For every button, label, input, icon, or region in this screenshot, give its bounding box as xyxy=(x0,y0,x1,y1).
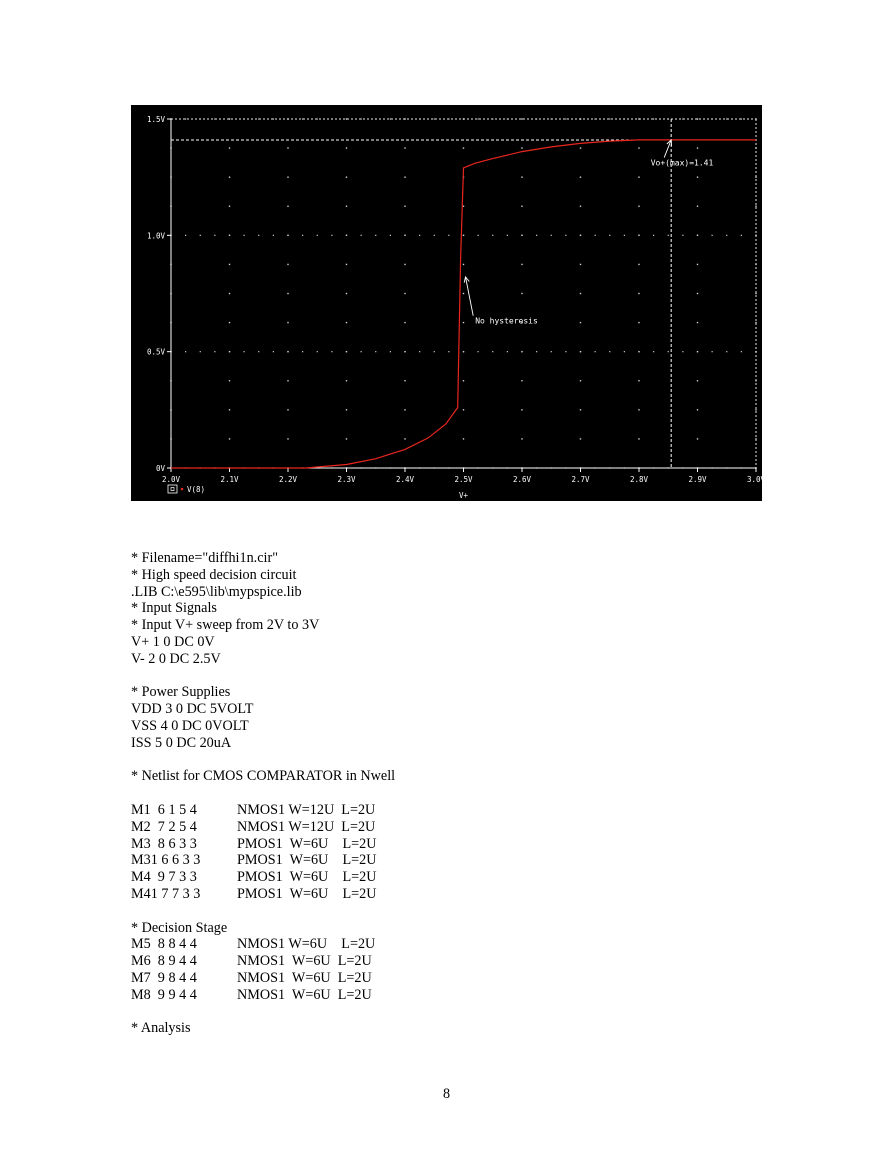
grid-dot xyxy=(346,176,347,177)
legend-series-dot xyxy=(181,488,184,491)
grid-dot xyxy=(536,351,537,352)
grid-dot xyxy=(185,118,186,119)
grid-dot xyxy=(638,235,639,236)
x-tick-label: 2.3V xyxy=(337,475,356,484)
grid-dot xyxy=(638,147,639,148)
device-model: NMOS1 W=12U L=2U xyxy=(237,818,376,835)
grid-dot xyxy=(492,351,493,352)
grid-dot xyxy=(229,147,230,148)
grid-dot xyxy=(580,322,581,323)
grid-dot xyxy=(258,351,259,352)
grid-dot xyxy=(361,235,362,236)
grid-dot xyxy=(653,235,654,236)
grid-dot xyxy=(200,235,201,236)
grid-dot xyxy=(580,438,581,439)
tick-labels xyxy=(147,115,766,500)
grid-dot xyxy=(595,235,596,236)
device-model: NMOS1 W=12U L=2U xyxy=(237,801,376,818)
header-line: * Filename="diffhi1n.cir" xyxy=(131,550,278,566)
grid-dot xyxy=(448,351,449,352)
device-list xyxy=(131,802,731,903)
grid-dot xyxy=(712,235,713,236)
grid-dot xyxy=(346,118,347,119)
grid-dot xyxy=(185,235,186,236)
grid-dot xyxy=(287,351,288,352)
device-ref: M3 8 6 3 3 xyxy=(131,835,197,852)
decision-list xyxy=(131,936,731,1003)
spacer xyxy=(131,752,731,769)
device-model: NMOS1 W=6U L=2U xyxy=(237,986,372,1003)
spacer xyxy=(131,785,731,802)
grid-dot xyxy=(404,206,405,207)
grid-dot xyxy=(361,351,362,352)
grid-dot xyxy=(390,118,391,119)
grid-dot xyxy=(697,264,698,265)
grid-dot xyxy=(551,235,552,236)
grid-dot xyxy=(478,118,479,119)
grid-dot xyxy=(404,176,405,177)
grid-dot xyxy=(273,351,274,352)
grid-dot xyxy=(741,351,742,352)
grid-dot xyxy=(697,351,698,352)
grid-dot xyxy=(755,206,756,207)
header-section xyxy=(131,550,731,668)
device-model: NMOS1 W=6U L=2U xyxy=(237,969,372,986)
grid-dot xyxy=(419,351,420,352)
grid-dot xyxy=(521,264,522,265)
grid-dot xyxy=(697,118,698,119)
device-ref: M4 9 7 3 3 xyxy=(131,869,197,886)
grid-dot xyxy=(287,206,288,207)
grid-dot xyxy=(697,322,698,323)
grid-dot xyxy=(244,235,245,236)
device-ref: M6 8 9 4 4 xyxy=(131,953,197,970)
annotation xyxy=(651,140,714,168)
x-tick-label: 2.4V xyxy=(395,475,415,484)
x-tick-label: 3.0V xyxy=(746,475,766,484)
decision-title: * Decision Stage xyxy=(131,919,228,936)
grid-dot xyxy=(521,293,522,294)
annotation-arrow xyxy=(466,277,474,316)
grid-dot xyxy=(346,147,347,148)
grid-dot xyxy=(609,235,610,236)
annotations xyxy=(464,140,713,326)
device-model: NMOS1 W=6U L=2U xyxy=(237,936,376,953)
device-ref: M31 6 6 3 3 xyxy=(131,852,201,869)
y-tick-label: 1.5V xyxy=(146,115,165,124)
grid-dot xyxy=(712,351,713,352)
grid-dot xyxy=(653,118,654,119)
device-ref: M1 6 1 5 4 xyxy=(131,801,197,818)
x-axis-label: V+ xyxy=(458,491,469,500)
device-row xyxy=(131,836,731,853)
grid-dot xyxy=(463,293,464,294)
grid-dot xyxy=(521,118,522,119)
grid-dot xyxy=(638,438,639,439)
spice-netlist xyxy=(131,550,731,1037)
grid-dot xyxy=(682,235,683,236)
grid-dot xyxy=(229,206,230,207)
grid-dot xyxy=(492,235,493,236)
grid-dot xyxy=(565,235,566,236)
device-model: NMOS1 W=6U L=2U xyxy=(237,953,372,970)
power-line: ISS 5 0 DC 20uA xyxy=(131,734,232,751)
grid-dot xyxy=(478,235,479,236)
grid-dot xyxy=(200,351,201,352)
grid-dot xyxy=(521,235,522,236)
grid-dot xyxy=(331,235,332,236)
page-number: 8 xyxy=(442,1086,451,1102)
grid-dot xyxy=(697,409,698,410)
grid-dot xyxy=(404,147,405,148)
grid-dot xyxy=(507,235,508,236)
grid-dot xyxy=(390,235,391,236)
grid-dot xyxy=(697,176,698,177)
grid-dot xyxy=(697,380,698,381)
grid-dot xyxy=(638,351,639,352)
header-line: V+ 1 0 DC 0V xyxy=(131,633,215,650)
device-ref: M2 7 2 5 4 xyxy=(131,818,197,835)
grid-dot xyxy=(346,235,347,236)
grid-dot xyxy=(580,351,581,352)
grid-dot xyxy=(463,147,464,148)
grid-dot xyxy=(375,351,376,352)
grid-dot xyxy=(536,235,537,236)
grid-dot xyxy=(463,235,464,236)
device-ref: M41 7 7 3 3 xyxy=(131,885,201,902)
device-row xyxy=(131,886,731,903)
grid-dot xyxy=(404,235,405,236)
grid-dot xyxy=(258,235,259,236)
grid-dot xyxy=(463,264,464,265)
legend-series-label: V(8) xyxy=(187,485,206,494)
header-line: .LIB C:\e595\lib\mypspice.lib xyxy=(131,583,302,600)
grid-dot xyxy=(317,351,318,352)
grid-dot xyxy=(521,438,522,439)
grid-dot xyxy=(638,322,639,323)
device-row xyxy=(131,987,731,1004)
device-row xyxy=(131,970,731,987)
grid-dot xyxy=(697,235,698,236)
grid-dot xyxy=(741,235,742,236)
grid-dot xyxy=(317,235,318,236)
x-tick-label: 2.0V xyxy=(161,475,181,484)
grid-dot xyxy=(580,147,581,148)
grid-dot xyxy=(229,409,230,410)
grid-dot xyxy=(565,118,566,119)
grid-dot xyxy=(346,409,347,410)
grid-dot xyxy=(521,380,522,381)
grid-dot xyxy=(273,235,274,236)
grid-dot xyxy=(697,293,698,294)
x-tick-label: 2.5V xyxy=(454,475,473,484)
plot-canvas xyxy=(131,105,766,501)
grid-dot xyxy=(551,351,552,352)
grid-dot xyxy=(287,409,288,410)
grid-dot xyxy=(287,235,288,236)
grid-dot xyxy=(521,176,522,177)
x-tick-label: 2.9V xyxy=(688,475,707,484)
grid-dot xyxy=(244,351,245,352)
grid-dot xyxy=(638,380,639,381)
grid-dot xyxy=(287,147,288,148)
grid-dot xyxy=(682,351,683,352)
device-row xyxy=(131,869,731,886)
device-model: PMOS1 W=6U L=2U xyxy=(237,835,377,852)
grid-dot xyxy=(346,264,347,265)
grid-dot xyxy=(404,409,405,410)
annotation-label: Vo+(max)=1.41 xyxy=(650,158,714,168)
grid-dot xyxy=(390,351,391,352)
grid-dot xyxy=(346,322,347,323)
x-tick-label: 2.1V xyxy=(220,475,239,484)
header-line: * High speed decision circuit xyxy=(131,566,297,583)
grid-dot xyxy=(638,409,639,410)
grid-dot xyxy=(521,147,522,148)
grid-dot xyxy=(463,351,464,352)
grid-dot xyxy=(624,235,625,236)
spacer xyxy=(131,668,731,685)
device-row xyxy=(131,819,731,836)
legend xyxy=(168,485,205,494)
grid-dot xyxy=(565,351,566,352)
grid-dot xyxy=(521,206,522,207)
grid-dot xyxy=(375,235,376,236)
grid-dot xyxy=(478,351,479,352)
device-ref: M8 9 9 4 4 xyxy=(131,986,197,1003)
grid-dot xyxy=(302,235,303,236)
device-row xyxy=(131,802,731,819)
device-model: PMOS1 W=6U L=2U xyxy=(237,885,377,902)
x-tick-label: 2.7V xyxy=(571,475,590,484)
grid-dot xyxy=(595,351,596,352)
power-line: * Power Supplies xyxy=(131,684,231,701)
grid-dot xyxy=(668,235,669,236)
power-line: VSS 4 0 DC 0VOLT xyxy=(131,717,249,734)
grid-dot xyxy=(229,176,230,177)
grid-dot xyxy=(697,147,698,148)
grid-dot xyxy=(404,380,405,381)
power-section xyxy=(131,684,731,751)
grid-dot xyxy=(214,235,215,236)
device-row xyxy=(131,936,731,953)
legend-marker-box xyxy=(168,485,177,493)
grid-dot xyxy=(346,206,347,207)
header-line: * Input V+ sweep from 2V to 3V xyxy=(131,617,320,634)
grid-dot xyxy=(580,380,581,381)
grid-dot xyxy=(697,206,698,207)
grid-dot xyxy=(229,380,230,381)
grid-dot xyxy=(434,235,435,236)
grid-dot xyxy=(463,438,464,439)
x-tick-label: 2.8V xyxy=(629,475,649,484)
grid-dot xyxy=(638,176,639,177)
grid-dot xyxy=(287,380,288,381)
spacer xyxy=(131,1004,731,1021)
spice-plot xyxy=(131,105,766,501)
grid-dot xyxy=(624,351,625,352)
header-line: V- 2 0 DC 2.5V xyxy=(131,650,221,667)
grid-dot xyxy=(229,438,230,439)
series-line-v8 xyxy=(171,140,756,468)
grid-dot xyxy=(638,206,639,207)
grid-dot xyxy=(463,409,464,410)
series-layer xyxy=(171,140,756,468)
grid-dot xyxy=(229,322,230,323)
grid-dot xyxy=(419,235,420,236)
grid-dot xyxy=(609,351,610,352)
grid-dot xyxy=(404,438,405,439)
legend-marker-square xyxy=(171,488,174,491)
plot-axes xyxy=(167,119,756,472)
grid-dot xyxy=(229,235,230,236)
y-tick-label: 0V xyxy=(155,464,165,473)
device-row xyxy=(131,852,731,869)
grid-dot xyxy=(404,293,405,294)
grid-dot xyxy=(404,351,405,352)
grid-dot xyxy=(185,351,186,352)
grid-dot xyxy=(287,264,288,265)
grid-dot xyxy=(287,293,288,294)
grid-dot xyxy=(521,351,522,352)
grid-dot xyxy=(521,409,522,410)
grid-dot xyxy=(755,409,756,410)
y-tick-label: 0.5V xyxy=(146,347,165,357)
netlist-title: * Netlist for CMOS COMPARATOR in Nwell xyxy=(131,768,396,785)
grid-dot xyxy=(463,380,464,381)
device-ref: M7 9 8 4 4 xyxy=(131,969,197,986)
grid-dot xyxy=(507,351,508,352)
annotation xyxy=(464,277,538,326)
grid-dot xyxy=(668,351,669,352)
device-row xyxy=(131,953,731,970)
annotation-label: No hysteresis xyxy=(475,316,538,326)
grid-dot xyxy=(434,351,435,352)
grid-dot xyxy=(755,293,756,294)
device-model: PMOS1 W=6U L=2U xyxy=(237,852,377,869)
grid-dot xyxy=(463,322,464,323)
grid-dot xyxy=(638,293,639,294)
grid-dot xyxy=(287,438,288,439)
grid-dot xyxy=(580,293,581,294)
device-ref: M5 8 8 4 4 xyxy=(131,936,197,953)
grid-dot xyxy=(580,206,581,207)
grid-dot xyxy=(726,351,727,352)
y-tick-label: 1.0V xyxy=(146,231,165,241)
x-tick-label: 2.2V xyxy=(278,475,298,484)
grid-dot xyxy=(653,351,654,352)
grid-dot xyxy=(463,206,464,207)
grid-dot xyxy=(331,351,332,352)
grid-dot xyxy=(229,293,230,294)
grid-dot xyxy=(580,176,581,177)
grid-dot xyxy=(609,118,610,119)
grid-dot xyxy=(346,380,347,381)
power-line: VDD 3 0 DC 5VOLT xyxy=(131,701,254,718)
grid-dot xyxy=(726,235,727,236)
grid-dot xyxy=(229,351,230,352)
grid-dot xyxy=(580,409,581,410)
grid-dot xyxy=(346,293,347,294)
grid-dot xyxy=(580,264,581,265)
spacer xyxy=(131,903,731,920)
grid-dot xyxy=(697,438,698,439)
grid-dot xyxy=(287,176,288,177)
grid-dot xyxy=(287,322,288,323)
grid-dot xyxy=(448,235,449,236)
grid-dot xyxy=(229,118,230,119)
grid-dot xyxy=(638,264,639,265)
header-line: * Input Signals xyxy=(131,600,217,617)
grid-dot xyxy=(346,351,347,352)
grid-dot xyxy=(346,438,347,439)
grid-dot xyxy=(214,351,215,352)
grid-dot xyxy=(404,264,405,265)
device-model: PMOS1 W=6U L=2U xyxy=(237,869,377,886)
grid-dot xyxy=(229,264,230,265)
x-tick-label: 2.6V xyxy=(512,475,532,484)
analysis-title: * Analysis xyxy=(131,1020,191,1037)
grid-dot xyxy=(404,322,405,323)
grid-dot xyxy=(434,118,435,119)
grid-dot xyxy=(580,235,581,236)
grid-dot xyxy=(302,351,303,352)
